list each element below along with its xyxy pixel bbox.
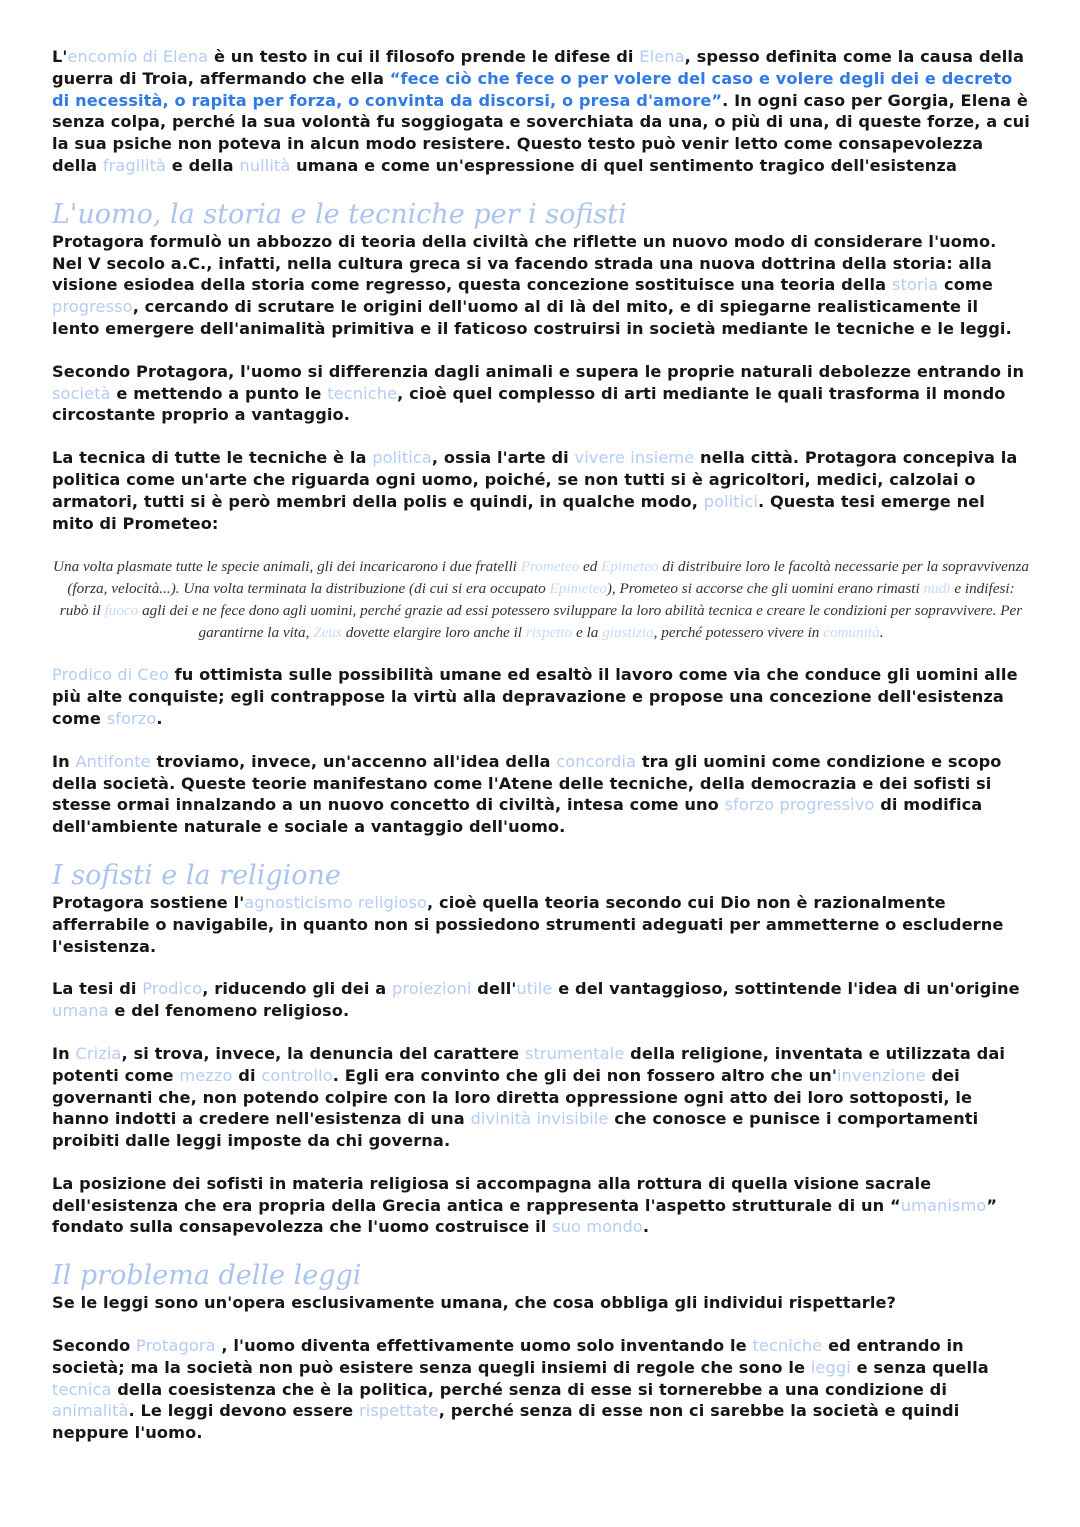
highlight-zeus: Zeus	[313, 624, 342, 642]
highlight-epimeteo: Epimeteo	[601, 558, 659, 576]
highlight-crizia: Crizia	[75, 1043, 122, 1063]
highlight-fuoco: fuoco	[104, 602, 139, 620]
highlight-controllo: controllo	[261, 1065, 333, 1085]
quote-gorgia: “fece ciò che fece o per volere del caso e volere degli dei e decreto di necessità, o rapita per forza, o convinta da discorsi, o presa d'amore”	[52, 68, 1013, 110]
highlight-leggi: leggi	[810, 1357, 851, 1377]
highlight-storia: storia	[891, 275, 939, 295]
highlight-politici: politici	[703, 491, 758, 511]
highlight-antifonte: Antifonte	[75, 751, 151, 771]
paragraph-encomio: L'encomio di Elena è un testo in cui il filosofo prende le difese di Elena, spesso definita come la causa della guerra di Troia, affermando che ella “fece ciò che fece o per volere del caso e volere degli dei e decreto di necessità, o rapita per forza, o convinta da discorsi, o presa d'amore”. In ogni caso per Gorgia, Elena è senza colpa, perché la sua volontà fu soggiogata e soverchiata da una, o più di una, di queste forze, a cui la sua psiche non poteva in alcun modo resistere. Questo testo può venir letto come consapevolezza della fragilità e della nullità umana e come un'espressione di quel sentimento tragico dell'esistenza	[52, 47, 1030, 175]
highlight-progresso: progresso	[52, 297, 133, 317]
paragraph-prodico-religione: La tesi di Prodico, riducendo gli dei a proiezioni dell'utile e del vantaggioso, sottintende l'idea di un'origine umana e del fenomeno religioso.	[52, 979, 1020, 1021]
highlight-sforzo: sforzo	[106, 708, 157, 728]
highlight-fragilita: fragilità	[102, 155, 167, 175]
highlight-agnosticismo: agnosticismo religioso	[244, 892, 428, 912]
highlight-vivere-insieme: vivere insieme	[574, 448, 695, 468]
paragraph-prodico: Prodico di Ceo fu ottimista sulle possibilità umane ed esaltò il lavoro come via che conduce gli uomini alle più alte conquiste; egli contrappose la virtù alla depravazione e propose una concezione dell'esistenza come sforzo.	[52, 665, 1018, 728]
highlight-suo-mondo: suo mondo	[552, 1217, 643, 1237]
paragraph-uomo-animali: Secondo Protagora, l'uomo si differenzia dagli animali e supera le proprie naturali debolezze entrando in società e mettendo a punto le tecniche, cioè quel complesso di arti mediante le quali trasforma il mondo circostante proprio a vantaggio.	[52, 361, 1025, 425]
highlight-strumentale: strumentale	[524, 1043, 625, 1063]
highlight-tecniche-2: tecniche	[752, 1336, 823, 1356]
highlight-mezzo: mezzo	[179, 1065, 233, 1085]
highlight-animalita: animalità	[52, 1401, 129, 1421]
paragraph-politica: La tecnica di tutte le tecniche è la politica, ossia l'arte di vivere insieme nella città. Protagora concepiva la politica come un'arte che riguarda ogni uomo, poiché, se non tutti si è agricoltori, medici, calzolai o armatori, tutti si è però membri della polis e quindi, in qualche modo, politici. Questa tesi emerge nel mito di Prometeo:	[52, 448, 1018, 533]
paragraph-domanda-leggi: Se le leggi sono un'opera esclusivamente umana, che cosa obbliga gli individui rispettarle?	[52, 1293, 897, 1313]
highlight-tecnica: tecnica	[52, 1379, 112, 1399]
heading-sofisti-religione: I sofisti e la religione	[52, 859, 341, 891]
highlight-nullita: nullità	[239, 155, 291, 175]
highlight-prodico-di-ceo: Prodico di Ceo	[52, 665, 169, 685]
highlight-tecniche: tecniche	[327, 383, 398, 403]
highlight-rispettate: rispettate	[358, 1401, 439, 1421]
highlight-elena: Elena	[639, 47, 685, 66]
highlight-politica: politica	[372, 448, 432, 468]
highlight-umanismo: umanismo	[900, 1195, 987, 1215]
highlight-concordia: concordia	[556, 751, 637, 771]
paragraph-umanismo: La posizione dei sofisti in materia religiosa si accompagna alla rottura di quella visione sacrale dell'esistenza che era propria della Grecia antica e rappresenta l'aspetto strutturale di un “umanismo” fondato sulla consapevolezza che l'uomo costruisce il suo mondo.	[52, 1173, 998, 1237]
highlight-comunita: comunità	[823, 624, 880, 642]
highlight-nudi: nudi	[923, 580, 951, 598]
highlight-giustizia: giustizia	[602, 624, 654, 642]
highlight-invenzione: invenzione	[836, 1065, 926, 1085]
highlight-prodico: Prodico	[142, 979, 203, 999]
highlight-proiezioni: proiezioni	[391, 979, 472, 999]
highlight-prometeo: Prometeo	[520, 558, 580, 576]
heading-problema-leggi: Il problema delle leggi	[52, 1260, 362, 1292]
paragraph-antifonte: In Antifonte troviamo, invece, un'accenno all'idea della concordia tra gli uomini come condizione e scopo della società. Queste teorie manifestano come l'Atene delle tecniche, della democrazia e dei sofisti si stesse ormai innalzando a un nuovo concetto di civiltà, intesa come uno sforzo progressivo di modifica dell'ambiente naturale e sociale a vantaggio dell'uomo.	[52, 751, 1002, 837]
highlight-sforzo-progressivo: sforzo progressivo	[724, 795, 875, 815]
highlight-societa: società	[52, 383, 111, 403]
paragraph-protagora-leggi: Secondo Protagora , l'uomo diventa effettivamente uomo solo inventando le tecniche ed entrando in società; ma la società non può esistere senza quegli insiemi di regole che sono le leggi e senza quella tecnica della coesistenza che è la politica, perché senza di esse si tornerebbe a una condizione di animalità. Le leggi devono essere rispettate, perché senza di esse non ci sarebbe la società e quindi neppure l'uomo.	[52, 1336, 989, 1443]
highlight-rispetto: rispetto	[525, 624, 573, 642]
highlight-epimeteo-2: Epimeteo	[549, 580, 607, 598]
highlight-umana: umana	[52, 1001, 109, 1021]
paragraph-agnosticismo: Protagora sostiene l'agnosticismo religioso, cioè quella teoria secondo cui Dio non è razionalmente afferrabile o navigabile, in quanto non si possiedono strumenti adeguati per ammetterne o escluderne l'esistenza.	[52, 892, 1004, 956]
paragraph-crizia: In Crizia, si trova, invece, la denuncia del carattere strumentale della religione, inventata e utilizzata dai potenti come mezzo di controllo. Egli era convinto che gli dei non fossero altro che un'invenzione dei governanti che, non potendo colpire con la loro diretta oppressione ogni atto dei loro sottoposti, le hanno indotti a credere nell'esistenza di una divinità invisibile che conosce e punisce i comportamenti proibiti dalle leggi imposte da chi governa.	[52, 1043, 1006, 1151]
highlight-protagora: Protagora	[136, 1336, 216, 1356]
quote-mito-prometeo: Una volta plasmate tutte le specie animali, gli dei incaricarono i due fratelli Prometeo ed Epimeteo di distribuire loro le facoltà necessarie per la sopravvivenza (forza, velocità...). Una volta terminata la distribuzione (di cui si era occupato Epimeteo), Prometeo si accorse che gli uomini erano rimasti nudi e indifesi: rubò il fuoco agli dei e ne fece dono agli uomini, perché grazie ad essi potessero sviluppare la loro abilità tecnica e creare le condizioni per sopravvivere. Per garantirne la vita, Zeus dovette elargire loro anche il rispetto e la giustizia, perché potessero vivere in comunità.	[53, 558, 1029, 642]
highlight-divinita-invisibile: divinità invisibile	[470, 1109, 609, 1129]
paragraph-protagora-civilta: Protagora formulò un abbozzo di teoria della civiltà che riflette un nuovo modo di considerare l'uomo. Nel V secolo a.C., infatti, nella cultura greca si va facendo strada una nuova dottrina della storia: alla visione esiodea della storia come regresso, questa concezione sostituisce una teoria della storia come progresso, cercando di scrutare le origini dell'uomo al di là del mito, e di spiegarne realisticamente il lento emergere dell'animalità primitiva e il faticoso costruirsi in società mediante le tecniche e le leggi.	[52, 231, 1012, 338]
heading-uomo-storia-tecniche: L'uomo, la storia e le tecniche per i sofisti	[52, 198, 627, 230]
highlight-utile: utile	[516, 979, 553, 999]
highlight-encomio: encomio di Elena	[67, 47, 209, 66]
